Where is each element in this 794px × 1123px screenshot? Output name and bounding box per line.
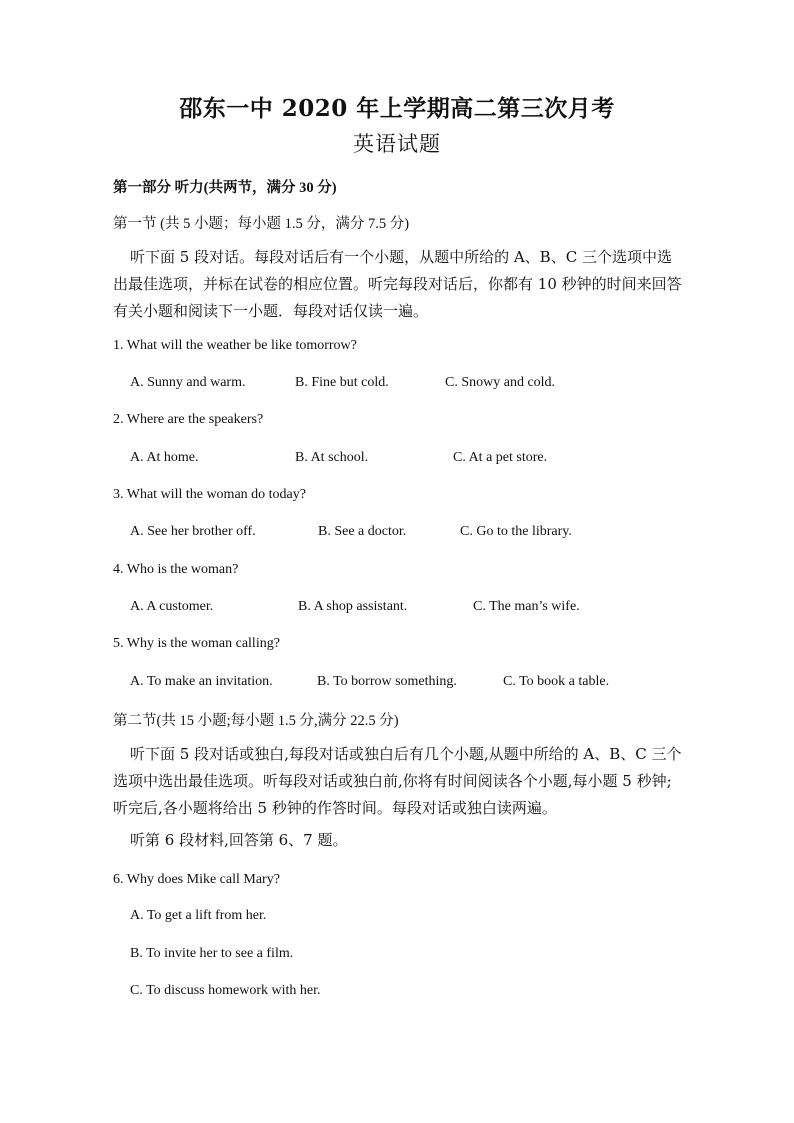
- q2-option-c: C. At a pet store.: [453, 450, 548, 465]
- q3-option-b: B. See a doctor.: [318, 524, 407, 539]
- exam-title: 邵东一中 2020 年上学期高二第三次月考: [179, 95, 615, 122]
- q5-option-b: B. To borrow something.: [317, 674, 457, 689]
- question-1: 1. What will the weather be like tomorrow?: [113, 338, 357, 353]
- q1-option-c: C. Snowy and cold.: [445, 375, 556, 390]
- question-4: 4. Who is the woman?: [113, 562, 239, 577]
- q3-option-a: A. See her brother off.: [130, 524, 256, 539]
- section2-heading: 第二节(共 15 小题;每小题 1.5 分,满分 22.5 分): [113, 713, 399, 729]
- q2-option-b: B. At school.: [295, 450, 369, 465]
- q3-option-c: C. Go to the library.: [460, 524, 572, 539]
- q1-option-a: A. Sunny and warm.: [130, 375, 246, 390]
- q4-option-b: B. A shop assistant.: [298, 599, 408, 614]
- q6-option-c: C. To discuss homework with her.: [130, 983, 321, 998]
- q1-option-b: B. Fine but cold.: [295, 375, 389, 390]
- q6-option-b: B. To invite her to see a film.: [130, 946, 294, 961]
- question-5: 5. Why is the woman calling?: [113, 636, 280, 651]
- exam-subtitle: 英语试题: [353, 132, 441, 156]
- q4-option-c: C. The man’s wife.: [473, 599, 580, 614]
- question-3: 3. What will the woman do today?: [113, 487, 306, 502]
- question-2: 2. Where are the speakers?: [113, 412, 264, 427]
- q5-option-a: A. To make an invitation.: [130, 674, 273, 689]
- part1-heading: 第一部分 听力(共两节，满分 30 分): [113, 180, 337, 196]
- q4-option-a: A. A customer.: [130, 599, 214, 614]
- section1-heading: 第一节 (共 5 小题；每小题 1.5 分，满分 7.5 分): [113, 216, 410, 232]
- question-6: 6. Why does Mike call Mary?: [113, 872, 280, 887]
- q2-option-a: A. At home.: [130, 450, 199, 465]
- material-note: 听第 6 段材料,回答第 6、7 题。: [130, 831, 348, 849]
- section2-instructions: 听下面 5 段对话或独白,每段对话或独白后有几个小题,从题中所给的 A、B、C 三个选项中选出最佳选项。听每段对话或独白前,你将有时间阅读各个小题,每小题 5 秒钟;听完后,各小题将给出 5 秒钟的作答时间。每段对话或独白读两遍。: [113, 745, 682, 817]
- section1-instructions: 听下面 5 段对话。每段对话后有一个小题，从题中所给的 A、B、C 三个选项中选出最佳选项，并标在试卷的相应位置。听完每段对话后，你都有 10 秒钟的时间来回答有关小题和阅读下一小题．每段对话仅读一遍。: [113, 248, 682, 320]
- q6-option-a: A. To get a lift from her.: [130, 908, 267, 923]
- q5-option-c: C. To book a table.: [503, 674, 610, 689]
